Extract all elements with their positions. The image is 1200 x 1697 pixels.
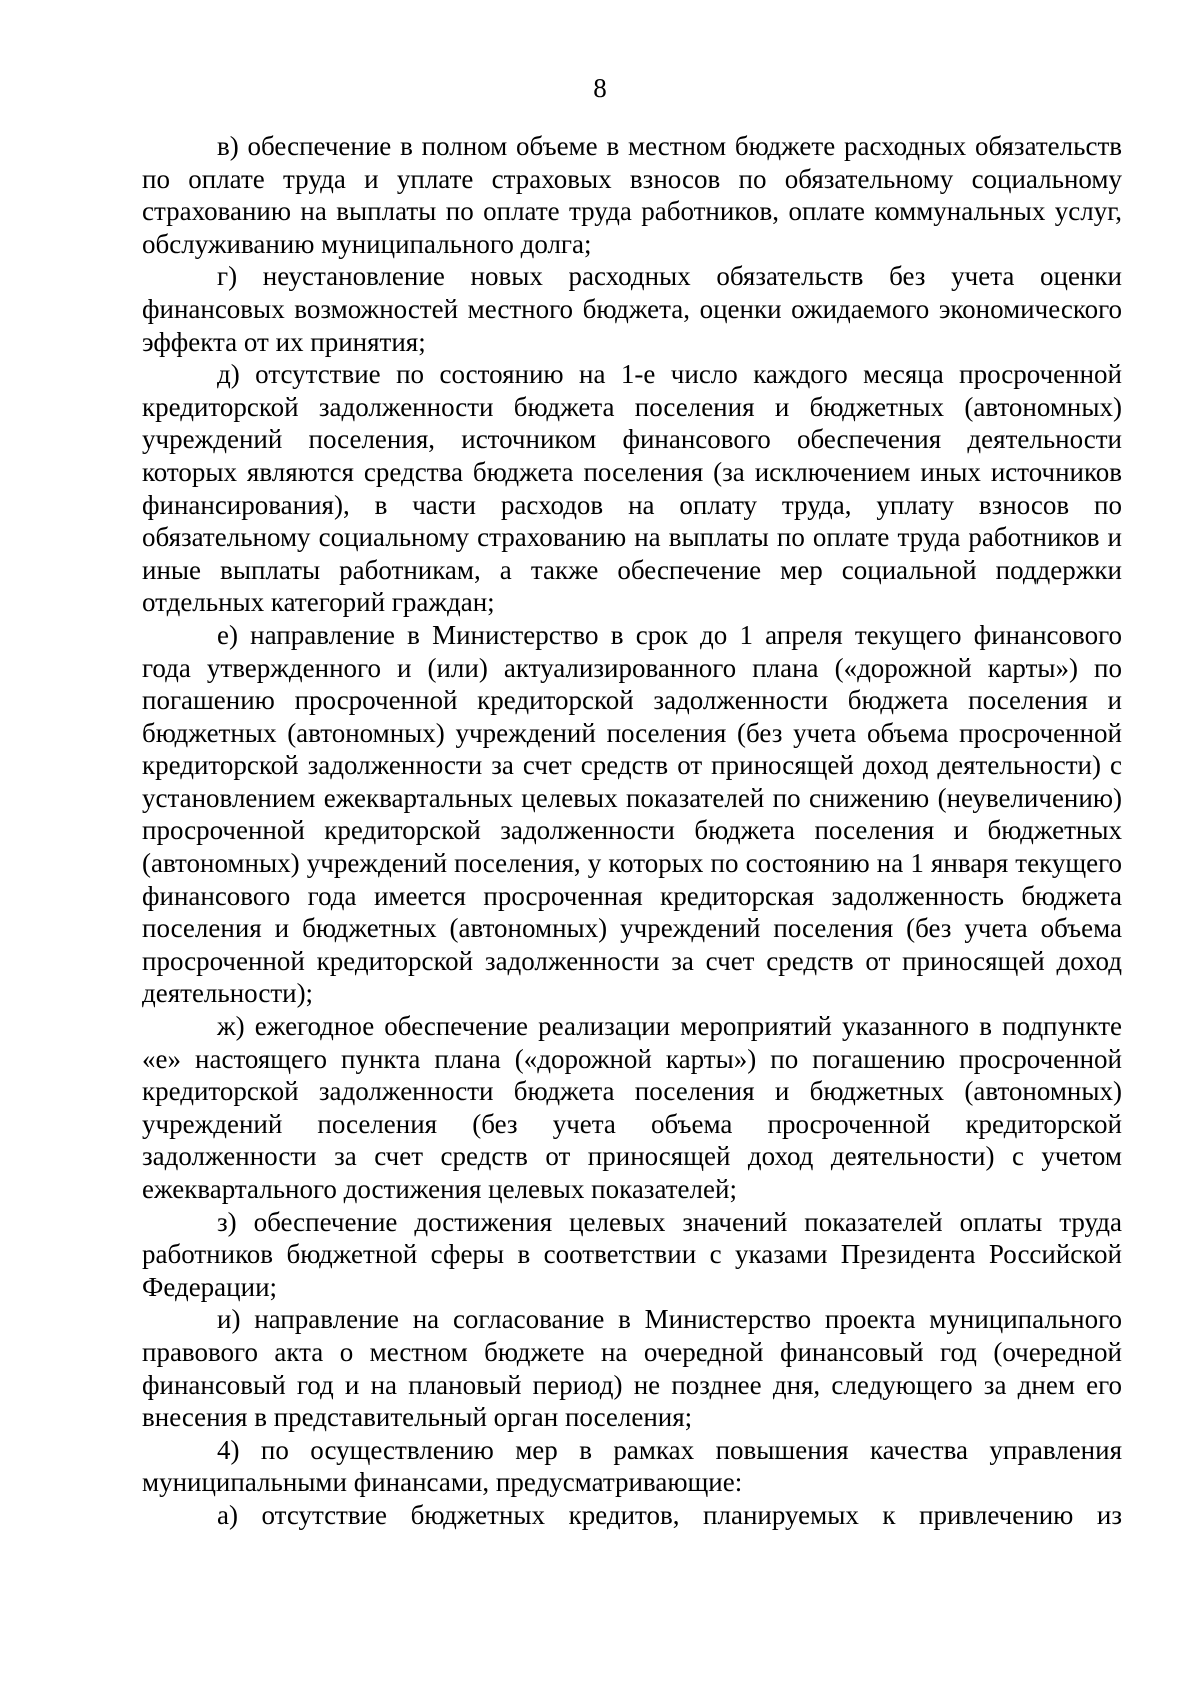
paragraph-i: и) направление на согласование в Министерство проекта муниципального правового акта о местном бюджете на очередной финансовый год (очередной финансовый год и на плановый период) не позднее дня, следующего за днем его внесения в представительный орган поселения; (142, 1304, 1122, 1433)
paragraph-zh: ж) ежегодное обеспечение реализации мероприятий указанного в подпункте «е» настоящего пункта плана («дорожной карты») по погашению просроченной кредиторской задолженности бюджета поселения и бюджетных (автономных) учреждений поселения (без учета объема просроченной кредиторской задолженности за счет средств от приносящей доход деятельности) с учетом ежеквартального достижения целевых показателей; (142, 1011, 1122, 1204)
paragraph-d: д) отсутствие по состоянию на 1-е число каждого месяца просроченной кредиторской задолженности бюджета поселения и бюджетных (автономных) учреждений поселения, источником финансового обеспечения деятельности которых являются средства бюджета поселения (за исключением иных источников финансирования), в части расходов на оплату труда, уплату взносов по обязательному социальному страхованию на выплаты по оплате труда работников и иные выплаты работникам, а также обеспечение мер социальной поддержки отдельных категорий граждан; (142, 359, 1122, 618)
page-number: 8 (593, 73, 607, 103)
paragraph-a: а) отсутствие бюджетных кредитов, планируемых к привлечению из (217, 1499, 1122, 1530)
paragraph-g: г) неустановление новых расходных обязательств без учета оценки финансовых возможностей местного бюджета, оценки ожидаемого экономического эффекта от их принятия; (142, 261, 1122, 357)
paragraph-4: 4) по осуществлению мер в рамках повышения качества управления муниципальными финансами, предусматривающие: (142, 1434, 1122, 1498)
paragraph-z: з) обеспечение достижения целевых значений показателей оплаты труда работников бюджетной сферы в соответствии с указами Президента Российской Федерации; (142, 1206, 1122, 1302)
paragraph-v: в) обеспечение в полном объеме в местном бюджете расходных обязательств по оплате труда и уплате страховых взносов по обязательному социальному страхованию на выплаты по оплате труда работников, оплате коммунальных услуг, обслуживанию муниципального долга; (142, 131, 1122, 259)
paragraph-e: е) направление в Министерство в срок до 1 апреля текущего финансового года утвержденного и (или) актуализированного плана («дорожной карты») по погашению просроченной кредиторской задолженности бюджета поселения и бюджетных (автономных) учреждений поселения (без учета объема просроченной кредиторской задолженности за счет средств от приносящей доход деятельности) с установлением ежеквартальных целевых показателей по снижению (неувеличению) просроченной кредиторской задолженности бюджета поселения и бюджетных (автономных) учреждений поселения, у которых по состоянию на 1 января текущего финансового года имеется просроченная кредиторская задолженность бюджета поселения и бюджетных (автономных) учреждений поселения (без учета объема просроченной кредиторской задолженности за счет средств от приносящей доход деятельности); (142, 619, 1122, 1009)
document-body (142, 130, 1122, 1532)
